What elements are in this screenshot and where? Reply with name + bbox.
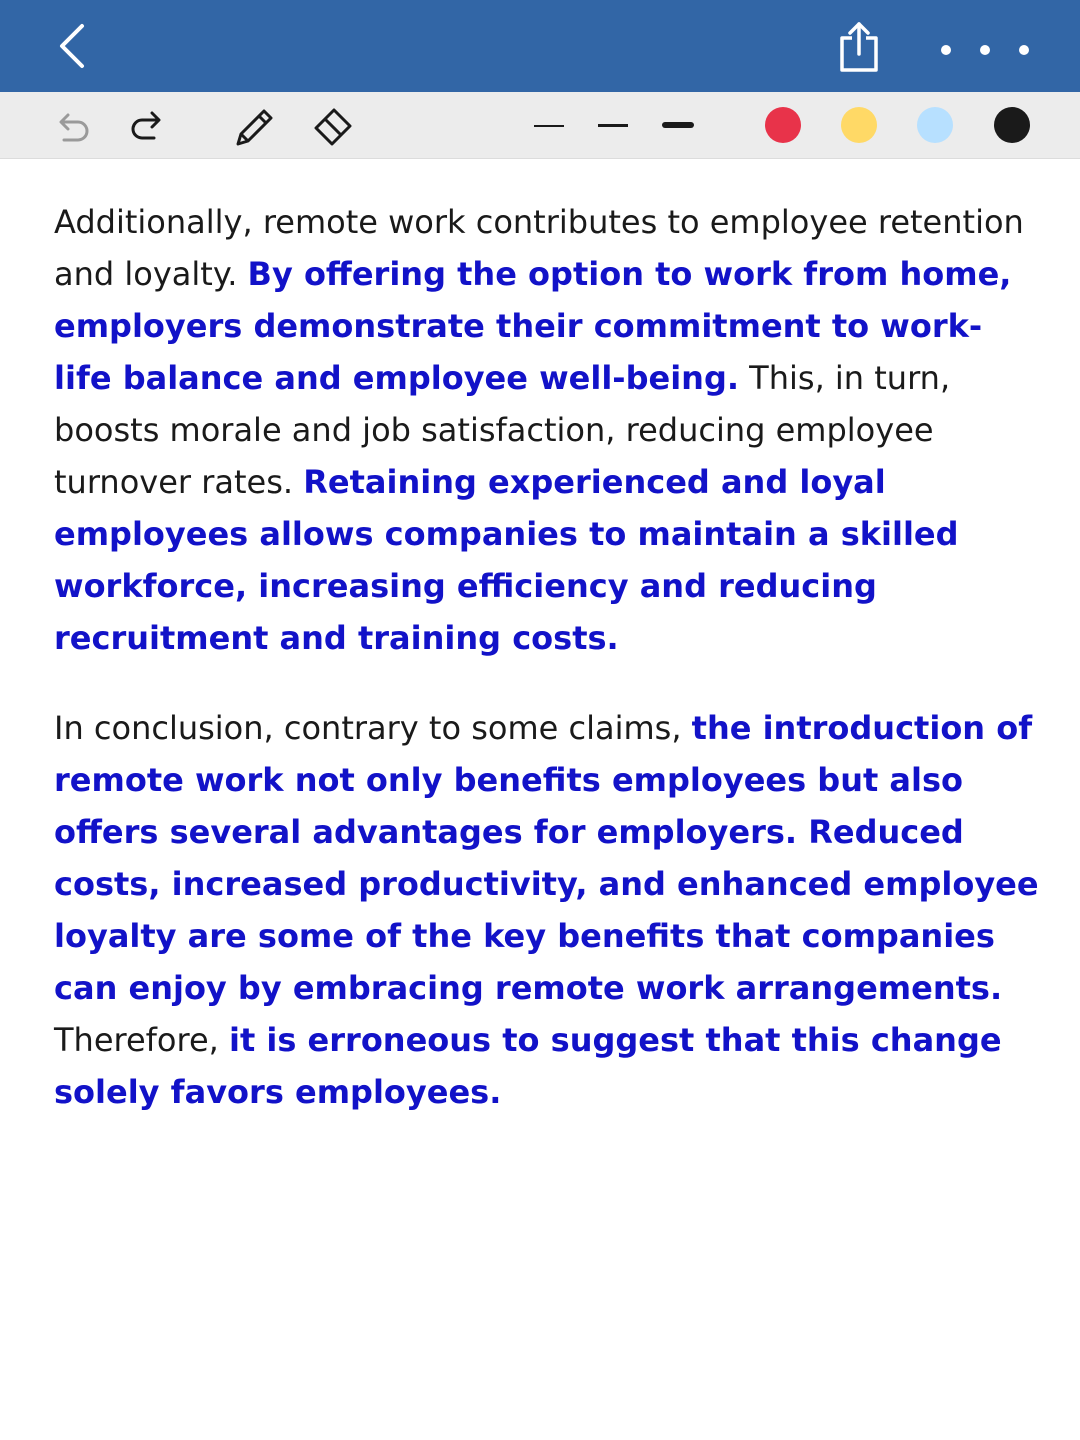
plain-sentence: In conclusion, contrary to some claims, [54,709,682,747]
paragraph-2 [54,702,1039,1118]
highlighted-sentence: By offering the option to work from home, employers demonstrate their commitment to work-life balance and employee well-being. [54,255,1012,397]
color-black-swatch[interactable] [994,107,1030,143]
color-yellow-swatch[interactable] [841,107,877,143]
share-icon[interactable] [834,20,884,74]
highlighted-sentence: the introduction of remote work not only benefits employees but also offers several advantages for employers. Reduced costs, increased productivity, and enhanced employee loyalty are some of the key benefits that companies can enjoy by embracing remote work arrangements. [54,709,1039,1007]
back-icon[interactable] [50,20,94,72]
eraser-icon[interactable] [308,102,358,152]
stroke-thin-option[interactable] [534,125,564,127]
highlighted-sentence: Retaining experienced and loyal employees allows companies to maintain a skilled workforce, increasing efficiency and reducing recruitment and training costs. [54,463,959,657]
undo-icon[interactable] [50,108,94,148]
plain-sentence: Therefore, [54,1021,219,1059]
paragraph-1 [54,196,1039,664]
highlighted-sentence: it is erroneous to suggest that this change solely favors employees. [54,1021,1002,1111]
plain-sentence: This, in turn, boosts morale and job satisfaction, reducing employee turnover rates. [54,359,951,501]
plain-sentence: Additionally, remote work contributes to employee retention and loyalty. [54,203,1024,293]
top-bar [0,0,1080,92]
stroke-thick-option[interactable] [662,122,694,128]
color-light-blue-swatch[interactable] [917,107,953,143]
document-body [54,196,1039,1156]
more-options-icon[interactable] [930,36,1040,60]
color-red-swatch[interactable] [765,107,801,143]
stroke-medium-option[interactable] [598,124,628,127]
pencil-icon[interactable] [230,102,280,152]
redo-icon[interactable] [126,106,170,146]
